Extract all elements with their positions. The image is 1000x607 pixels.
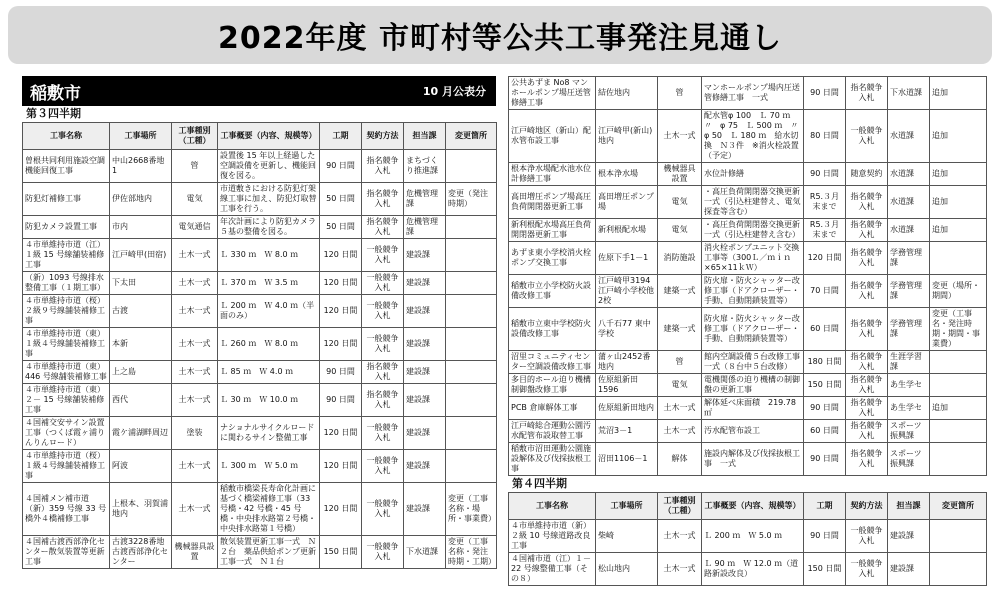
cell-contract-method: 指名競争入札: [362, 216, 404, 239]
cell-summary: 館内空調設備５台改修工事 一式（８台中５台改修）: [702, 351, 804, 374]
cell-changes: [930, 242, 987, 275]
col-header-period: 工期: [320, 123, 362, 150]
cell-contract-method: 一般競争入札: [362, 239, 404, 272]
cell-changes: [930, 553, 987, 586]
table-row: [509, 186, 987, 219]
cell-changes: 追加: [930, 219, 987, 242]
cell-department: スポーツ振興課: [888, 443, 930, 476]
cell-type: 土木一式: [172, 239, 218, 272]
cell-summary: 防火扉・防火シャッター改修工事（ドアクローザー・手動、自動閉鎖装置等）: [702, 308, 804, 351]
cell-period: 150 日間: [320, 536, 362, 569]
cell-type: 土木一式: [172, 361, 218, 384]
col-header-period: 工期: [804, 493, 846, 520]
cell-department: あ生学セ: [888, 397, 930, 420]
cell-summary: Ｌ 200 ｍ Ｗ 5.0 ｍ: [702, 520, 804, 553]
cell-department: 下水道課: [888, 77, 930, 110]
cell-location: 伊佐部地内: [110, 183, 172, 216]
cell-type: 土木一式: [172, 384, 218, 417]
cell-type: 機械器具設置: [658, 163, 702, 186]
table-row: [23, 450, 497, 483]
cell-period: 120 日間: [804, 242, 846, 275]
cell-changes: [446, 216, 497, 239]
cell-period: 90 日間: [804, 163, 846, 186]
cell-type: 土木一式: [658, 110, 702, 163]
cell-period: 50 日間: [320, 216, 362, 239]
cell-type: 土木一式: [172, 328, 218, 361]
table-row: [509, 397, 987, 420]
cell-type: 建築一式: [658, 275, 702, 308]
cell-type: 電気: [658, 219, 702, 242]
cell-changes: 変更（場所・期間）: [930, 275, 987, 308]
cell-summary: Ｌ 260 ｍ Ｗ 8.0 ｍ: [218, 328, 320, 361]
cell-department: 建設課: [404, 483, 446, 536]
cell-location: 古渡3228番地古渡西部浄化センター: [110, 536, 172, 569]
col-header-location: 工事場所: [110, 123, 172, 150]
cell-period: 120 日間: [320, 295, 362, 328]
cell-contract-method: 指名競争入札: [846, 351, 888, 374]
cell-period: 120 日間: [320, 450, 362, 483]
cell-department: 建設課: [404, 328, 446, 361]
table-row: [509, 420, 987, 443]
cell-period: 120 日間: [320, 328, 362, 361]
cell-location: 古渡: [110, 295, 172, 328]
cell-summary: Ｌ 200 ｍ Ｗ 4.0 ｍ（半面のみ）: [218, 295, 320, 328]
cell-contract-method: 指名競争入札: [846, 308, 888, 351]
cell-type: 消防施設: [658, 242, 702, 275]
cell-summary: 電機関係の迫り機構の制御盤の更新工事: [702, 374, 804, 397]
cell-summary: 散気装置更新工事一式 Ｎ２台 薬品供給ポンプ更新工事一式 Ｎ１台: [218, 536, 320, 569]
cell-department: 水道課: [888, 219, 930, 242]
cell-name: 根本浄水場配水池水位計修繕工事: [509, 163, 596, 186]
cell-changes: [930, 420, 987, 443]
cell-contract-method: 指名競争入札: [846, 77, 888, 110]
cell-changes: 変更（工事名称・場所・事業費）: [446, 483, 497, 536]
cell-changes: 追加: [930, 77, 987, 110]
cell-name: 稲敷市立東中学校防火設備改修工事: [509, 308, 596, 351]
table-row: [509, 77, 987, 110]
cell-name: ４市単維持市道（桜）１級４号線舗装補修工事: [23, 450, 110, 483]
cell-location: 八千石77 東中学校: [596, 308, 658, 351]
cell-changes: [446, 328, 497, 361]
cell-name: 江戸崎総合運動公園汚水配管布設取替工事: [509, 420, 596, 443]
table-row: [509, 242, 987, 275]
cell-name: ４国補交安サイン設置工事（つくば霞ヶ浦りんりんロード）: [23, 417, 110, 450]
cell-location: 荒沼3－1: [596, 420, 658, 443]
table-row: [23, 361, 497, 384]
cell-period: 90 日間: [804, 397, 846, 420]
cell-period: 150 日間: [804, 553, 846, 586]
cell-name: ４国補市道（江）１－ 22 号線整備工事（その８）: [509, 553, 596, 586]
table-q3-left: [22, 122, 497, 569]
cell-summary: Ｌ 90 ｍ Ｗ 12.0 ｍ（道路新設改良）: [702, 553, 804, 586]
cell-contract-method: 指名競争入札: [362, 384, 404, 417]
cell-name: ４市単維持市道（桜）２級９号線舗装補修工事: [23, 295, 110, 328]
cell-type: 機械器具設置: [172, 536, 218, 569]
cell-contract-method: 一般競争入札: [362, 536, 404, 569]
cell-location: 結佐地内: [596, 77, 658, 110]
cell-department: 建設課: [404, 272, 446, 295]
col-header-summary: 工事概要（内容、規模等）: [218, 123, 320, 150]
cell-contract-method: 一般競争入札: [362, 417, 404, 450]
cell-period: 70 日間: [804, 275, 846, 308]
cell-type: 電気: [658, 374, 702, 397]
cell-type: 建築一式: [658, 308, 702, 351]
col-header-name: 工事名称: [509, 493, 596, 520]
table-row: [509, 219, 987, 242]
cell-period: 120 日間: [320, 239, 362, 272]
rows-right-q4: [509, 520, 987, 586]
table-q4-right: [508, 492, 987, 586]
col-header-department: 担当課: [888, 493, 930, 520]
right-column: [508, 76, 986, 586]
cell-name: 稲敷市沼田運動公園施設解体及び伐採抜根工事: [509, 443, 596, 476]
cell-contract-method: 一般競争入札: [362, 328, 404, 361]
cell-name: 江戸崎地区（新山）配水管布設工事: [509, 110, 596, 163]
cell-department: 建設課: [404, 239, 446, 272]
cell-location: 佐原下手1－1: [596, 242, 658, 275]
cell-location: 上之島: [110, 361, 172, 384]
cell-type: 管: [658, 77, 702, 110]
cell-department: 水道課: [888, 110, 930, 163]
cell-summary: 設置後 15 年以上経過した空調設備を更新し、機能回復を図る。: [218, 150, 320, 183]
cell-name: ４市単維持市道（東）２－ 15 号線舗装補修工事: [23, 384, 110, 417]
cell-contract-method: 指名競争入札: [362, 150, 404, 183]
table-row: [23, 295, 497, 328]
cell-name: 多目的ホール迫り機構制御盤改修工事: [509, 374, 596, 397]
cell-location: 佐原組新田地内: [596, 397, 658, 420]
cell-name: PCB 倉庫解体工事: [509, 397, 596, 420]
cell-changes: [446, 417, 497, 450]
cell-name: 沼里コミュニティセンター空調設備改修工事: [509, 351, 596, 374]
cell-contract-method: 指名競争入札: [362, 183, 404, 216]
cell-changes: 変更（工事名・発注時期・期間・事業費）: [930, 308, 987, 351]
cell-type: 土木一式: [658, 553, 702, 586]
cell-location: 沼田1106－1: [596, 443, 658, 476]
col-header-changes: 変更箇所: [446, 123, 497, 150]
cell-period: 80 日間: [804, 110, 846, 163]
cell-contract-method: 随意契約: [846, 163, 888, 186]
cell-summary: ・高圧負荷開閉器交換更新一式（引込柱建替え、電気探査等含む）: [702, 186, 804, 219]
cell-type: 電気通信: [172, 216, 218, 239]
cell-changes: [930, 351, 987, 374]
cell-contract-method: 一般競争入札: [362, 295, 404, 328]
cell-period: R5.３月末まで: [804, 186, 846, 219]
table-q3-right: [508, 76, 987, 476]
cell-location: 新利根配水場: [596, 219, 658, 242]
cell-summary: 施設内解体及び伐採抜根工事 一式: [702, 443, 804, 476]
cell-contract-method: 一般競争入札: [846, 110, 888, 163]
cell-summary: 汚水配管布設工: [702, 420, 804, 443]
table-row: [509, 163, 987, 186]
col-header-type: 工事種別（工種）: [658, 493, 702, 520]
cell-name: 新利根配水場高圧負荷開閉器更新工事: [509, 219, 596, 242]
cell-contract-method: 指名競争入札: [846, 420, 888, 443]
cell-department: 学務管理課: [888, 275, 930, 308]
cell-period: 50 日間: [320, 183, 362, 216]
table-row: [23, 216, 497, 239]
table-row: [509, 374, 987, 397]
cell-location: 阿波: [110, 450, 172, 483]
cell-changes: [446, 450, 497, 483]
table-row: [23, 272, 497, 295]
page-title: 2022年度 市町村等公共工事発注見通し: [218, 21, 782, 56]
cell-contract-method: 一般競争入札: [846, 553, 888, 586]
cell-type: 塗装: [172, 417, 218, 450]
cell-changes: [446, 239, 497, 272]
cell-department: あ生学セ: [888, 374, 930, 397]
table-row: [23, 483, 497, 536]
cell-department: 建設課: [404, 384, 446, 417]
cell-type: 土木一式: [172, 272, 218, 295]
cell-summary: 消火栓ポンプユニット交換工事等（300Ｌ／ｍｉｎ×65×11ｋＷ）: [702, 242, 804, 275]
cell-changes: [930, 443, 987, 476]
header-row: [509, 493, 987, 520]
cell-name: 高田増圧ポンプ場高圧負荷開閉器更新工事: [509, 186, 596, 219]
cell-department: 建設課: [404, 361, 446, 384]
table-row: [509, 520, 987, 553]
cell-summary: Ｌ 330 ｍ Ｗ 8.0 ｍ: [218, 239, 320, 272]
col-header-location: 工事場所: [596, 493, 658, 520]
col-header-department: 担当課: [404, 123, 446, 150]
cell-contract-method: 指名競争入札: [846, 186, 888, 219]
cell-contract-method: 一般競争入札: [362, 272, 404, 295]
cell-period: R5.３月末まで: [804, 219, 846, 242]
table-row: [23, 328, 497, 361]
cell-changes: 変更（工事名称・発注時期・工期）: [446, 536, 497, 569]
cell-contract-method: 指名競争入札: [846, 275, 888, 308]
col-header-type: 工事種別（工種）: [172, 123, 218, 150]
cell-department: 建設課: [404, 295, 446, 328]
cell-location: 西代: [110, 384, 172, 417]
cell-location: 根本浄水場: [596, 163, 658, 186]
cell-department: 下水道課: [404, 536, 446, 569]
table-row: [23, 183, 497, 216]
cell-name: 稲敷市立小学校防火設備改修工事: [509, 275, 596, 308]
cell-changes: [446, 150, 497, 183]
cell-type: 電気: [658, 186, 702, 219]
cell-summary: Ｌ 85 ｍ Ｗ 4.0 ｍ: [218, 361, 320, 384]
table-row: [23, 536, 497, 569]
cell-department: 建設課: [888, 520, 930, 553]
cell-type: 土木一式: [658, 397, 702, 420]
cell-changes: 追加: [930, 163, 987, 186]
cell-changes: 変更（発注時期）: [446, 183, 497, 216]
cell-name: （新）1093 号線排水整備工事（１期工事）: [23, 272, 110, 295]
cell-period: 90 日間: [804, 520, 846, 553]
cell-location: 松山地内: [596, 553, 658, 586]
cell-changes: [930, 374, 987, 397]
left-column: [22, 76, 496, 569]
cell-location: 霞ケ浦湖畔周辺: [110, 417, 172, 450]
cell-name: ４国補メン補市道（新）359 号線 33 号橋外４橋補修工事: [23, 483, 110, 536]
cell-department: 危機管理課: [404, 216, 446, 239]
col-header-contract-method: 契約方法: [362, 123, 404, 150]
cell-name: 曽根共同利用施設空調機能回復工事: [23, 150, 110, 183]
cell-name: あずま東小学校消火栓ポンプ交換工事: [509, 242, 596, 275]
cell-summary: 配水管φ 100 Ｌ 70 ｍ 〃 φ 75 Ｌ 500 ｍ 〃 φ 50 Ｌ 180 ｍ 給水切換 Ｎ３件 ※消火栓設置（予定）: [702, 110, 804, 163]
published-label: 10 月公表分: [422, 85, 486, 98]
cell-changes: [446, 361, 497, 384]
cell-department: 危機管理課: [404, 183, 446, 216]
cell-location: 中山2668番地1: [110, 150, 172, 183]
cell-period: 60 日間: [804, 420, 846, 443]
cell-summary: Ｌ 300 ｍ Ｗ 5.0 ｍ: [218, 450, 320, 483]
cell-summary: ナショナルサイクルロードに関わるサイン整備工事: [218, 417, 320, 450]
cell-changes: [446, 295, 497, 328]
table-row: [509, 443, 987, 476]
cell-period: 90 日間: [320, 361, 362, 384]
cell-period: 90 日間: [804, 77, 846, 110]
cell-period: 90 日間: [320, 384, 362, 417]
cell-name: ４市単維持市道（新）２級 10 号線道路改良工事: [509, 520, 596, 553]
cell-department: 建設課: [404, 417, 446, 450]
table-row: [509, 275, 987, 308]
cell-type: 土木一式: [658, 520, 702, 553]
cell-contract-method: 指名競争入札: [846, 219, 888, 242]
cell-department: 水道課: [888, 163, 930, 186]
cell-location: 高田増圧ポンプ場: [596, 186, 658, 219]
cell-period: 150 日間: [804, 374, 846, 397]
cell-location: 本新: [110, 328, 172, 361]
cell-contract-method: 一般競争入札: [362, 483, 404, 536]
header-row: [23, 123, 497, 150]
cell-type: 解体: [658, 443, 702, 476]
city-header: [22, 76, 496, 106]
cell-period: 60 日間: [804, 308, 846, 351]
cell-location: 市内: [110, 216, 172, 239]
cell-department: まちづくり推進課: [404, 150, 446, 183]
cell-summary: ・高圧負荷開閉器交換更新一式（引込柱建替え含む）: [702, 219, 804, 242]
table-row: [23, 150, 497, 183]
cell-location: 下太田: [110, 272, 172, 295]
cell-period: 90 日間: [320, 150, 362, 183]
cell-name: ４国補古渡西部浄化センター散気装置等更新工事: [23, 536, 110, 569]
cell-department: スポーツ振興課: [888, 420, 930, 443]
cell-summary: 解体延べ床面積 219.78 ㎡: [702, 397, 804, 420]
cell-period: 120 日間: [320, 272, 362, 295]
col-header-name: 工事名称: [23, 123, 110, 150]
table-row: [509, 351, 987, 374]
cell-changes: 追加: [930, 110, 987, 163]
cell-changes: [930, 520, 987, 553]
cell-name: 公共あずま No8 マンホールポンプ場圧送管修繕工事: [509, 77, 596, 110]
cell-department: 生涯学習課: [888, 351, 930, 374]
table-row: [23, 417, 497, 450]
cell-name: ４市単維持市道（東）446 号線舗装補修工事: [23, 361, 110, 384]
table-row: [509, 553, 987, 586]
cell-location: 江戸崎甲3194 江戸崎小学校他2校: [596, 275, 658, 308]
cell-summary: 水位計修繕: [702, 163, 804, 186]
cell-type: 管: [172, 150, 218, 183]
cell-summary: Ｌ 30 ｍ Ｗ 10.0 ｍ: [218, 384, 320, 417]
cell-name: 防犯灯補修工事: [23, 183, 110, 216]
cell-summary: マンホールポンプ場内圧送管修繕工事 一式: [702, 77, 804, 110]
cell-type: 土木一式: [172, 483, 218, 536]
cell-department: 建設課: [404, 450, 446, 483]
cell-contract-method: 指名競争入札: [846, 397, 888, 420]
cell-contract-method: 一般競争入札: [846, 520, 888, 553]
cell-summary: Ｌ 370 ｍ Ｗ 3.5 ｍ: [218, 272, 320, 295]
cell-contract-method: 指名競争入札: [846, 374, 888, 397]
col-header-changes: 変更箇所: [930, 493, 987, 520]
cell-period: 120 日間: [320, 483, 362, 536]
quarter-label-q4: 第４四半期: [512, 477, 567, 490]
cell-contract-method: 指名競争入札: [362, 361, 404, 384]
title-banner: [8, 6, 992, 64]
rows-left: [23, 150, 497, 569]
table-row: [509, 308, 987, 351]
quarter-label-q3: 第３四半期: [26, 107, 81, 120]
col-header-summary: 工事概要（内容、規模等）: [702, 493, 804, 520]
cell-period: 180 日間: [804, 351, 846, 374]
cell-contract-method: 指名競争入札: [846, 242, 888, 275]
cell-location: 佐原組新田1596: [596, 374, 658, 397]
rows-right-q3: [509, 77, 987, 476]
cell-changes: [446, 384, 497, 417]
cell-summary: 防火扉・防火シャッター改修工事（ドアクローザー・手動、自動閉鎖装置等）: [702, 275, 804, 308]
cell-type: 管: [658, 351, 702, 374]
cell-name: 防犯カメラ設置工事: [23, 216, 110, 239]
cell-location: 江戸崎甲(田宿): [110, 239, 172, 272]
cell-department: 水道課: [888, 186, 930, 219]
cell-location: 江戸崎甲(新山)地内: [596, 110, 658, 163]
cell-changes: 追加: [930, 186, 987, 219]
cell-type: 土木一式: [172, 295, 218, 328]
cell-department: 学務管理課: [888, 308, 930, 351]
cell-period: 120 日間: [320, 417, 362, 450]
cell-changes: 追加: [930, 397, 987, 420]
cell-location: 上根本、羽賀浦地内: [110, 483, 172, 536]
cell-type: 土木一式: [172, 450, 218, 483]
cell-name: ４市単維持市道（江）１級 15 号線舗装補修工事: [23, 239, 110, 272]
cell-name: ４市単維持市道（東）１級４号線舗装補修工事: [23, 328, 110, 361]
city-name: 稲敷市: [30, 83, 81, 104]
cell-department: 建設課: [888, 553, 930, 586]
cell-location: 柴崎: [596, 520, 658, 553]
col-header-contract-method: 契約方法: [846, 493, 888, 520]
cell-department: 学務管理課: [888, 242, 930, 275]
cell-summary: 稲敷市橋梁長寿命化計画に基づく橋梁補修工事（33 号橋・42 号橋・45 号橋・中央排水路第２号橋・中央排水路第１号橋）: [218, 483, 320, 536]
cell-type: 土木一式: [658, 420, 702, 443]
cell-period: 90 日間: [804, 443, 846, 476]
table-row: [23, 384, 497, 417]
cell-summary: 年次計画により防犯カメラ５基の整備を図る。: [218, 216, 320, 239]
cell-contract-method: 指名競争入札: [846, 443, 888, 476]
cell-summary: 市道敷きにおける防犯灯架線工事に加え、防犯灯取替工事を行う。: [218, 183, 320, 216]
cell-changes: [446, 272, 497, 295]
table-row: [509, 110, 987, 163]
cell-contract-method: 一般競争入札: [362, 450, 404, 483]
table-row: [23, 239, 497, 272]
cell-location: 蒲ヶ山2452番地内: [596, 351, 658, 374]
cell-type: 電気: [172, 183, 218, 216]
